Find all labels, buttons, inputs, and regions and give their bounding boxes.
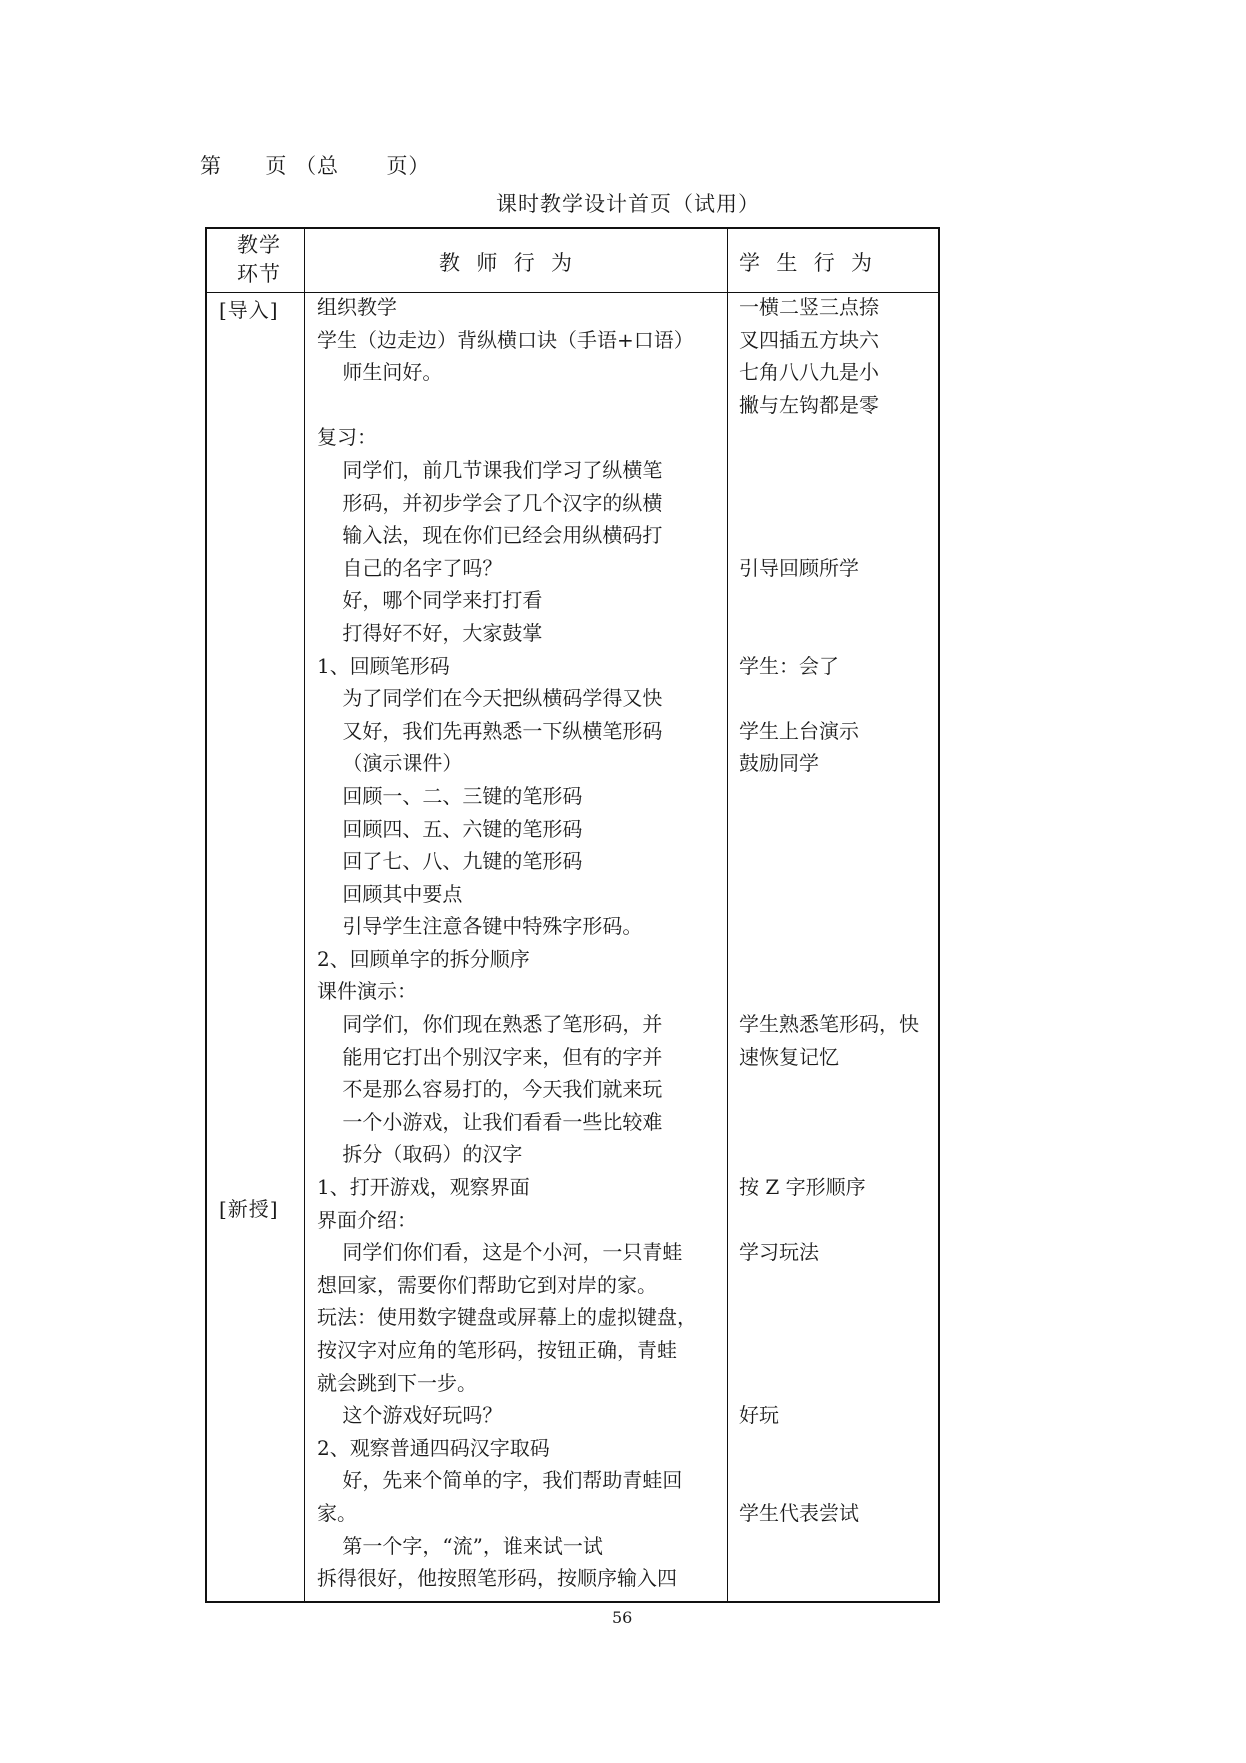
- teacher-text-line: 就会跳到下一步。: [317, 1370, 477, 1395]
- teacher-text-line: 家。: [317, 1500, 357, 1525]
- student-text-line: [739, 584, 919, 617]
- student-column-header: 学 生 行 为: [739, 251, 874, 275]
- teacher-column-header: 教 师 行 为: [439, 251, 574, 275]
- document-title: 课时教学设计首页（试用）: [496, 192, 760, 216]
- student-text-line: [739, 1301, 919, 1334]
- student-text-line: 七角八八九是小: [739, 360, 879, 385]
- teacher-text-line: 界面介绍：: [317, 1207, 417, 1232]
- teacher-text-line: 拆得很好，他按照笔形码，按顺序输入四: [317, 1566, 677, 1591]
- teacher-text-line: 同学们，你们现在熟悉了笔形码，并: [317, 1012, 663, 1037]
- student-text-line: [739, 682, 919, 715]
- student-text-line: [739, 813, 919, 846]
- teacher-behavior-column: [317, 291, 697, 1595]
- header-zong: （总: [295, 154, 340, 178]
- stage-intro: [导入]: [219, 298, 279, 322]
- column-divider-student: [727, 229, 728, 1601]
- student-text-line: 一横二竖三点捺: [739, 295, 879, 319]
- teacher-text-line: 2、观察普通四码汉字取码: [317, 1435, 550, 1460]
- teacher-text-line: 一个小游戏，让我们看看一些比较难: [317, 1109, 663, 1134]
- column-divider-stage: [304, 229, 305, 1601]
- stage-header-line-2: 环节: [237, 262, 281, 286]
- teacher-text-line: 好，哪个同学来打打看: [317, 588, 543, 613]
- teacher-text-line: 又好，我们先再熟悉一下纵横笔形码: [317, 718, 663, 743]
- student-text-line: [739, 975, 919, 1008]
- student-text-line: [739, 910, 919, 943]
- student-text-line: [739, 1432, 919, 1465]
- teacher-text-line: 这个游戏好玩吗？: [317, 1403, 503, 1428]
- student-text-line: [739, 1138, 919, 1171]
- student-text-line: [739, 1530, 919, 1563]
- stage-new-lesson: [新授]: [219, 1197, 279, 1221]
- student-text-line: 按 Z 字形顺序: [739, 1175, 866, 1200]
- student-text-line: [739, 421, 919, 454]
- student-text-line: [739, 454, 919, 487]
- teacher-text-line: 组织教学: [317, 295, 397, 319]
- student-text-line: [739, 878, 919, 911]
- stage-header-line-1: 教学: [237, 233, 281, 257]
- teacher-text-line: 按汉字对应角的笔形码，按钮正确，青蛙: [317, 1338, 677, 1362]
- student-text-line: 学生代表尝试: [739, 1500, 859, 1525]
- teacher-text-line: 不是那么容易打的，今天我们就来玩: [317, 1077, 663, 1102]
- teacher-text-line: 引导学生注意各键中特殊字形码。: [317, 914, 643, 939]
- teacher-text-line: 1、打开游戏，观察界面: [317, 1175, 530, 1200]
- teacher-text-line: 拆分（取码）的汉字: [317, 1142, 523, 1167]
- student-text-line: [739, 845, 919, 878]
- header-ye-close: 页）: [386, 154, 431, 178]
- student-text-line: [739, 1269, 919, 1302]
- teacher-text-line: 第一个字，“流”，谁来试一试: [317, 1533, 603, 1558]
- student-text-line: [739, 487, 919, 520]
- student-text-line: [739, 617, 919, 650]
- teacher-text-line: 玩法：使用数字键盘或屏幕上的虚拟键盘，: [317, 1305, 697, 1330]
- student-text-line: 鼓励同学: [739, 751, 819, 776]
- teacher-text-line: 好，先来个简单的字，我们帮助青蛙回: [317, 1468, 683, 1493]
- student-text-line: [739, 780, 919, 813]
- teacher-text-line: [317, 389, 697, 422]
- page-header: [200, 150, 430, 180]
- teacher-text-line: 输入法，现在你们已经会用纵横码打: [317, 523, 663, 548]
- student-text-line: 学生熟悉笔形码，快: [739, 1012, 919, 1037]
- teacher-text-line: 同学们你们看，这是个小河，一只青蛙: [317, 1240, 683, 1265]
- student-text-line: [739, 1334, 919, 1367]
- student-text-line: 引导回顾所学: [739, 555, 859, 580]
- teacher-text-line: 学生（边走边）背纵横口诀（手语+口语）: [317, 327, 694, 352]
- teacher-text-line: 课件演示：: [317, 979, 417, 1004]
- student-text-line: [739, 1464, 919, 1497]
- header-ye: 页: [265, 154, 288, 178]
- teacher-text-line: 形码，并初步学会了几个汉字的纵横: [317, 490, 663, 515]
- teacher-text-line: 打得好不好，大家鼓掌: [317, 620, 543, 645]
- student-text-line: [739, 1204, 919, 1237]
- teacher-text-line: （演示课件）: [317, 751, 463, 776]
- teacher-text-line: 自己的名字了吗？: [317, 555, 503, 580]
- teacher-text-line: 回顾一、二、三键的笔形码: [317, 783, 583, 808]
- student-text-line: 速恢复记忆: [739, 1044, 839, 1069]
- student-text-line: 撇与左钩都是零: [739, 392, 879, 417]
- teacher-text-line: 复习：: [317, 425, 377, 450]
- student-text-line: 学生上台演示: [739, 718, 859, 743]
- page-number: 56: [612, 1608, 633, 1627]
- stage-column-header: [237, 231, 281, 289]
- student-text-line: [739, 519, 919, 552]
- student-text-line: [739, 1106, 919, 1139]
- student-text-line: 叉四插五方块六: [739, 327, 879, 352]
- student-text-line: [739, 1073, 919, 1106]
- student-text-line: [739, 943, 919, 976]
- teacher-text-line: 想回家，需要你们帮助它到对岸的家。: [317, 1272, 657, 1297]
- teacher-text-line: 1、回顾笔形码: [317, 653, 450, 678]
- teacher-text-line: 同学们，前几节课我们学习了纵横笔: [317, 457, 663, 482]
- student-text-line: [739, 1367, 919, 1400]
- teacher-text-line: 回顾四、五、六键的笔形码: [317, 816, 583, 841]
- teacher-text-line: 2、回顾单字的拆分顺序: [317, 946, 530, 971]
- teacher-text-line: 师生问好。: [317, 360, 443, 385]
- lesson-design-table: [205, 227, 940, 1603]
- header-di: 第: [200, 154, 222, 178]
- student-behavior-column: [739, 291, 919, 1595]
- student-text-line: [739, 1562, 919, 1595]
- student-text-line: 好玩: [739, 1403, 779, 1428]
- teacher-text-line: 为了同学们在今天把纵横码学得又快: [317, 686, 663, 711]
- teacher-text-line: 能用它打出个别汉字来，但有的字并: [317, 1044, 663, 1069]
- student-text-line: 学习玩法: [739, 1240, 819, 1265]
- teacher-text-line: 回了七、八、九键的笔形码: [317, 849, 583, 874]
- student-text-line: 学生：会了: [739, 653, 839, 678]
- teacher-text-line: 回顾其中要点: [317, 881, 463, 906]
